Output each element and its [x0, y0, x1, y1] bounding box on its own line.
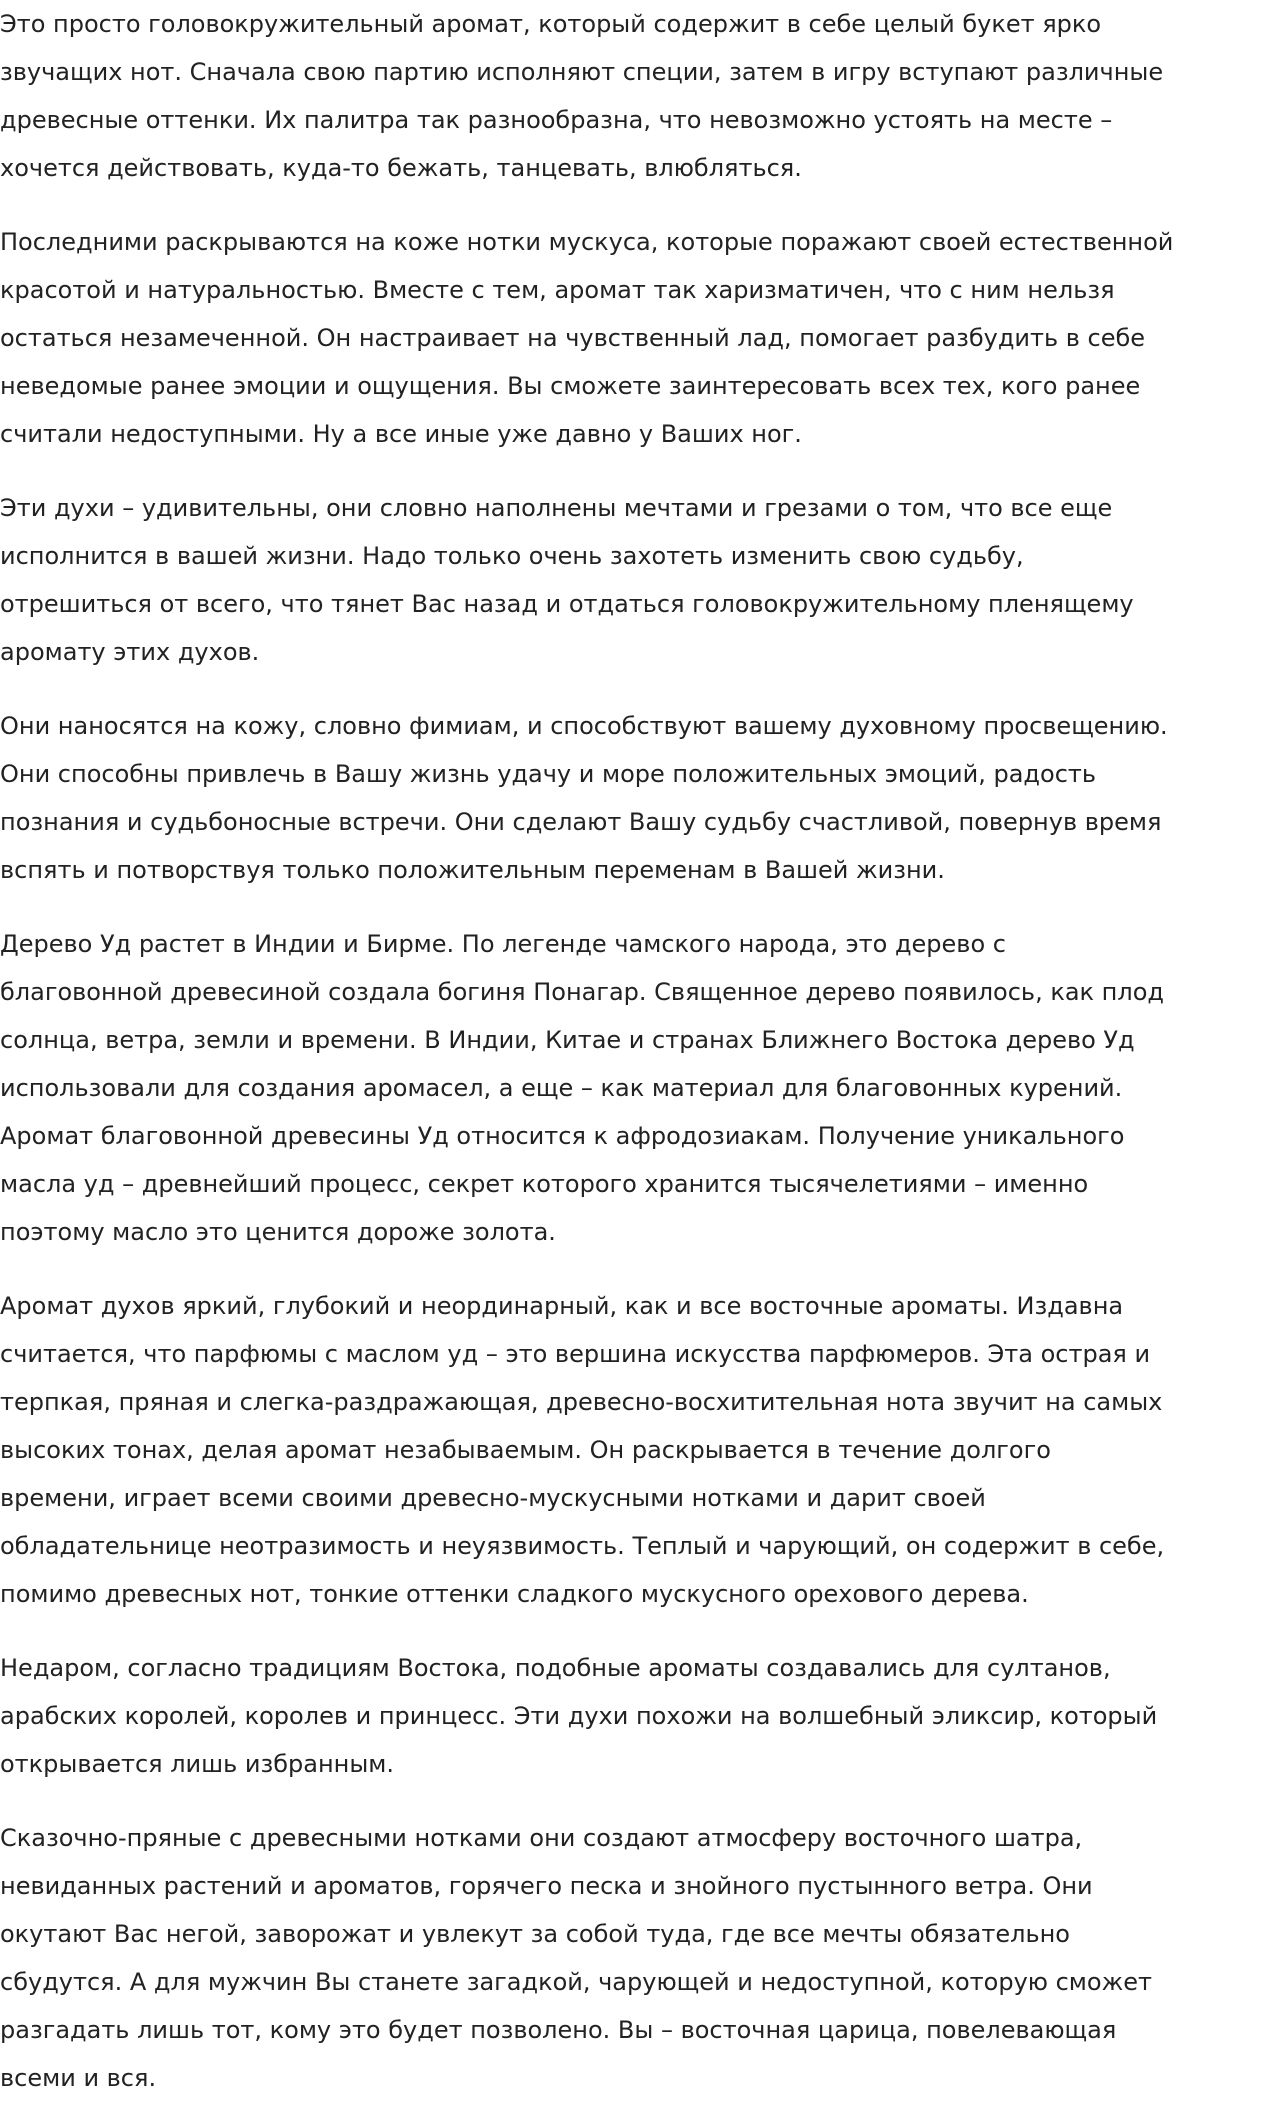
- text-line: считали недоступными. Ну а все иные уже давно у Ваших ног.: [0, 420, 802, 448]
- paragraph-1: [0, 0, 1268, 192]
- text-line: поэтому масло это ценится дороже золота.: [0, 1218, 556, 1246]
- text-line: всеми и вся.: [0, 2064, 157, 2092]
- paragraph-2: [0, 218, 1268, 458]
- text-line: благовонной древесиной создала богиня Понагар. Священное дерево появилось, как плод: [0, 978, 1164, 1006]
- text-line: Они наносятся на кожу, словно фимиам, и способствуют вашему духовному просвещению.: [0, 712, 1168, 740]
- text-line: окутают Вас негой, заворожат и увлекут за собой туда, где все мечты обязательно: [0, 1920, 1070, 1948]
- paragraph-7: [0, 1644, 1268, 1788]
- text-line: Они способны привлечь в Вашу жизнь удачу и море положительных эмоций, радость: [0, 760, 1097, 788]
- text-line: исполнится в вашей жизни. Надо только очень захотеть изменить свою судьбу,: [0, 542, 1024, 570]
- text-line: Аромат духов яркий, глубокий и неординарный, как и все восточные ароматы. Издавна: [0, 1292, 1124, 1320]
- text-line: сбудутся. А для мужчин Вы станете загадкой, чарующей и недоступной, которую сможет: [0, 1968, 1152, 1996]
- text-line: Аромат благовонной древесины Уд относится к афродозиакам. Получение уникального: [0, 1122, 1125, 1150]
- text-line: открывается лишь избранным.: [0, 1750, 395, 1778]
- paragraph-5: [0, 920, 1268, 1256]
- text-line: солнца, ветра, земли и времени. В Индии, Китае и странах Ближнего Востока дерево Уд: [0, 1026, 1135, 1054]
- paragraph-8: [0, 1814, 1268, 2102]
- text-line: вспять и потворствуя только положительным переменам в Вашей жизни.: [0, 856, 945, 884]
- text-line: Это просто головокружительный аромат, который содержит в себе целый букет ярко: [0, 10, 1102, 38]
- text-line: терпкая, пряная и слегка-раздражающая, древесно-восхитительная нота звучит на самых: [0, 1388, 1163, 1416]
- text-line: Последними раскрываются на коже нотки мускуса, которые поражают своей естественной: [0, 228, 1174, 256]
- text-line: отрешиться от всего, что тянет Вас назад и отдаться головокружительному пленящему: [0, 590, 1134, 618]
- text-line: аромату этих духов.: [0, 638, 260, 666]
- text-line: высоких тонах, делая аромат незабываемым. Он раскрывается в течение долгого: [0, 1436, 1051, 1464]
- text-line: остаться незамеченной. Он настраивает на чувственный лад, помогает разбудить в себе: [0, 324, 1146, 352]
- text-line: времени, играет всеми своими древесно-мускусными нотками и дарит своей: [0, 1484, 986, 1512]
- text-line: звучащих нот. Сначала свою партию исполняют специи, затем в игру вступают различные: [0, 58, 1164, 86]
- text-line: арабских королей, королев и принцесс. Эти духи похожи на волшебный эликсир, который: [0, 1702, 1158, 1730]
- text-line: Дерево Уд растет в Индии и Бирме. По легенде чамского народа, это дерево с: [0, 930, 1006, 958]
- paragraph-6: [0, 1282, 1268, 1618]
- text-line: древесные оттенки. Их палитра так разнообразна, что невозможно устоять на месте –: [0, 106, 1113, 134]
- text-line: Недаром, согласно традициям Востока, подобные ароматы создавались для султанов,: [0, 1654, 1111, 1682]
- text-line: разгадать лишь тот, кому это будет позволено. Вы – восточная царица, повелевающая: [0, 2016, 1117, 2044]
- paragraph-3: [0, 484, 1268, 676]
- text-line: помимо древесных нот, тонкие оттенки сладкого мускусного орехового дерева.: [0, 1580, 1029, 1608]
- text-line: неведомые ранее эмоции и ощущения. Вы сможете заинтересовать всех тех, кого ранее: [0, 372, 1141, 400]
- text-line: масла уд – древнейший процесс, секрет которого хранится тысячелетиями – именно: [0, 1170, 1089, 1198]
- text-line: Эти духи – удивительны, они словно наполнены мечтами и грезами о том, что все еще: [0, 494, 1113, 522]
- text-line: невиданных растений и ароматов, горячего песка и знойного пустынного ветра. Они: [0, 1872, 1093, 1900]
- text-line: красотой и натуральностью. Вместе с тем, аромат так харизматичен, что с ним нельзя: [0, 276, 1115, 304]
- text-line: обладательнице неотразимость и неуязвимость. Теплый и чарующий, он содержит в себе,: [0, 1532, 1165, 1560]
- text-line: познания и судьбоносные встречи. Они сделают Вашу судьбу счастливой, повернув время: [0, 808, 1162, 836]
- text-line: Сказочно-пряные с древесными нотками они создают атмосферу восточного шатра,: [0, 1824, 1083, 1852]
- text-line: считается, что парфюмы с маслом уд – это вершина искусства парфюмеров. Эта острая и: [0, 1340, 1151, 1368]
- text-line: хочется действовать, куда-то бежать, танцевать, влюбляться.: [0, 154, 802, 182]
- paragraph-4: [0, 702, 1268, 894]
- text-line: использовали для создания аромасел, а еще – как материал для благовонных курений.: [0, 1074, 1123, 1102]
